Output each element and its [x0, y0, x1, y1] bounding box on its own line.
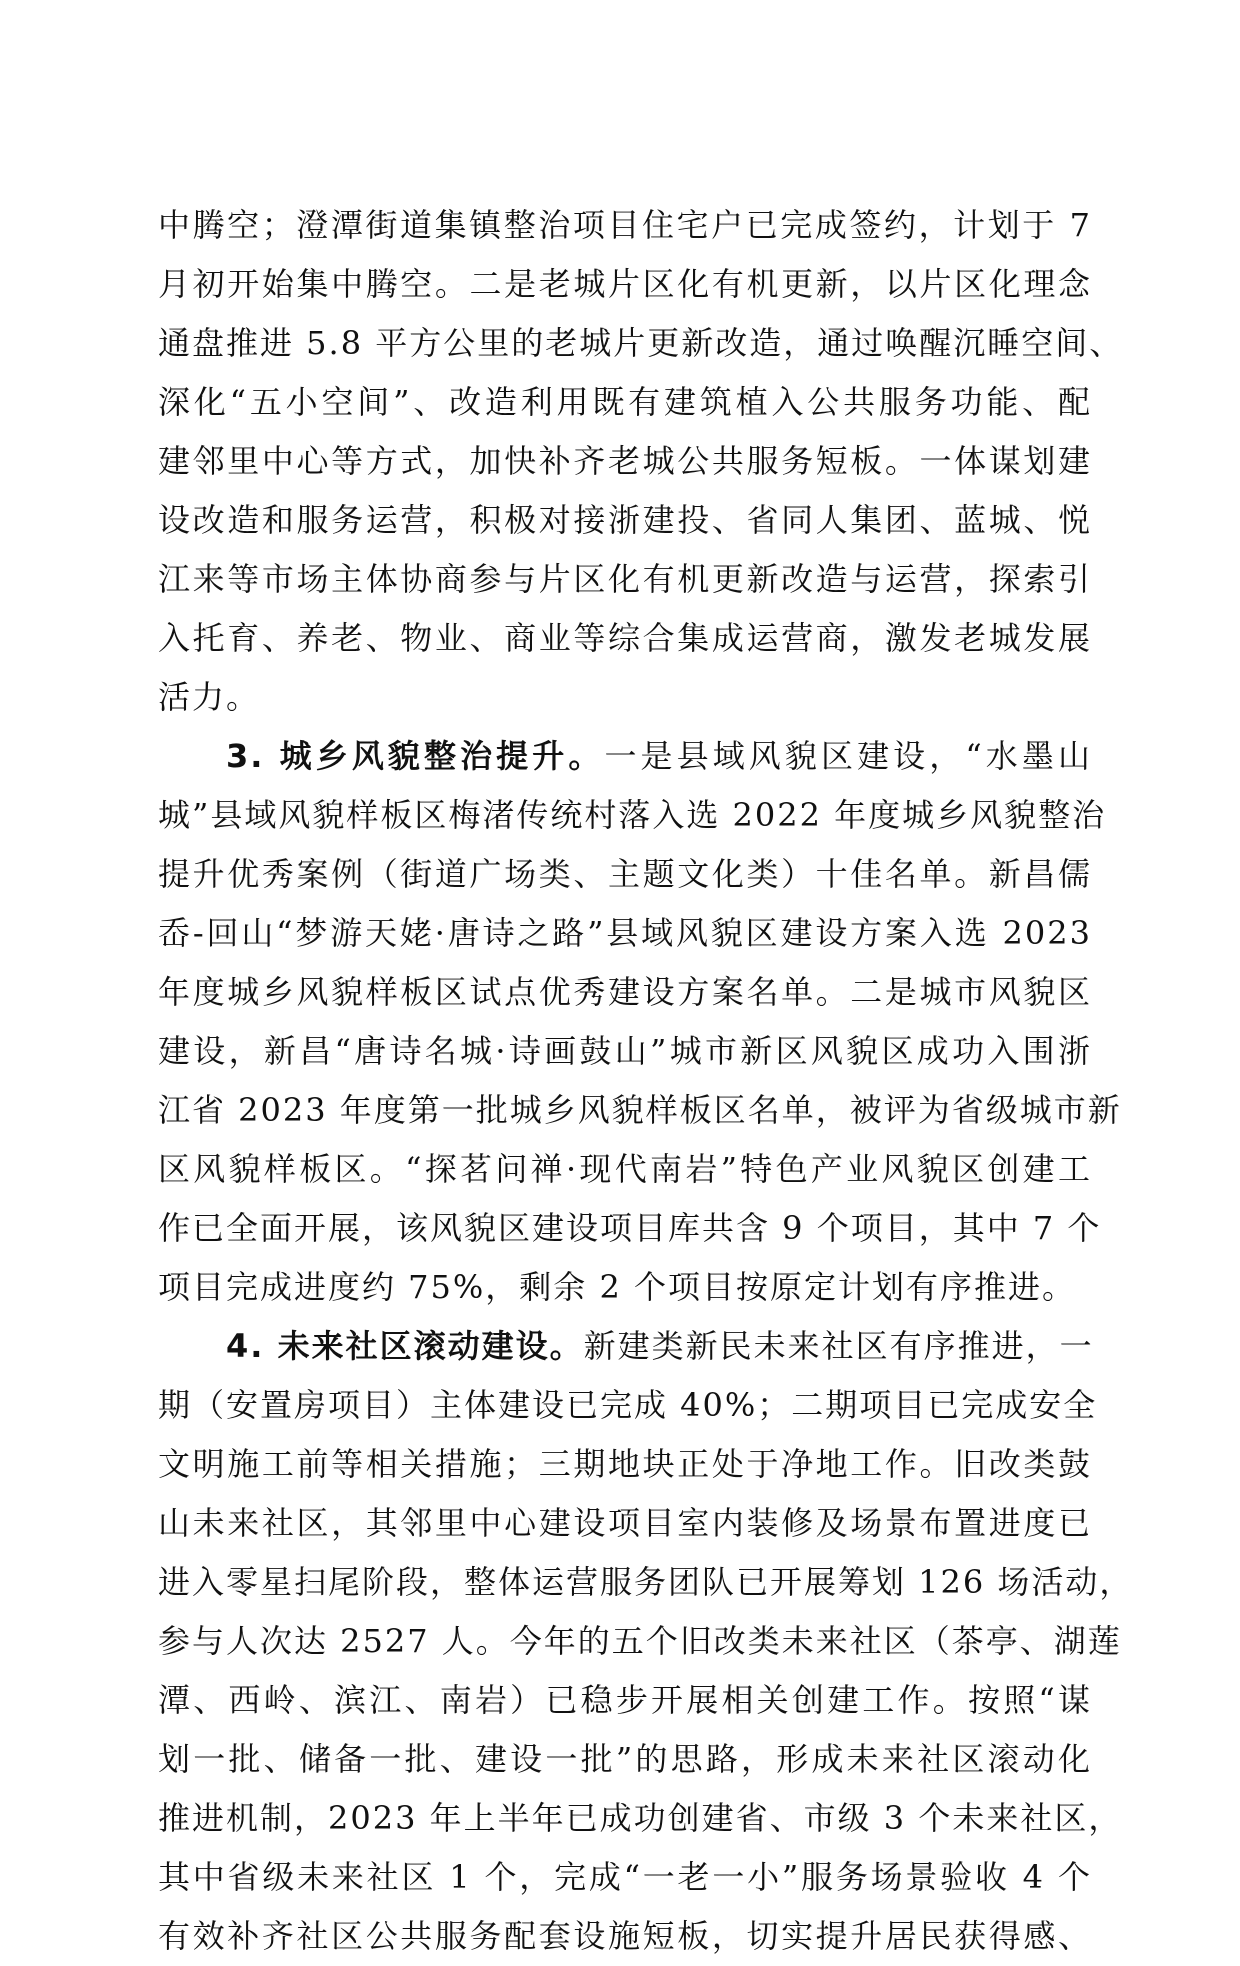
paragraph-line: 建设，新昌“唐诗名城·诗画鼓山”城市新区风貌区成功入围浙 — [158, 1032, 1092, 1070]
paragraph-line: 其中省级未来社区 1 个，完成“一老一小”服务场景验收 4 个 — [158, 1858, 1092, 1896]
paragraph-line: 文明施工前等相关措施；三期地块正处于净地工作。旧改类鼓 — [158, 1445, 1092, 1483]
paragraph-line: 年度城乡风貌样板区试点优秀建设方案名单。二是城市风貌区 — [158, 973, 1092, 1011]
paragraph-line: 参与人次达 2527 人。今年的五个旧改类未来社区（茶亭、湖莲 — [158, 1622, 1122, 1660]
paragraph-text: 一是县域风貌区建设，“水墨山 — [604, 737, 1092, 775]
paragraph-line: 江来等市场主体协商参与片区化有机更新改造与运营，探索引 — [158, 560, 1092, 598]
section-heading: 4. 未来社区滚动建设。 — [226, 1327, 584, 1365]
paragraph-line: 期（安置房项目）主体建设已完成 40%；二期项目已完成安全 — [158, 1386, 1098, 1424]
paragraph-text: 新建类新民未来社区有序推进，一 — [583, 1327, 1094, 1365]
paragraph-line: 江省 2023 年度第一批城乡风貌样板区名单，被评为省级城市新 — [158, 1091, 1122, 1129]
paragraph-line: 设改造和服务运营，积极对接浙建投、省同人集团、蓝城、悦 — [158, 501, 1092, 539]
paragraph-line: 月初开始集中腾空。二是老城片区化有机更新，以片区化理念 — [158, 265, 1092, 303]
paragraph-line: 建邻里中心等方式，加快补齐老城公共服务短板。一体谋划建 — [158, 442, 1092, 480]
section-heading: 3. 城乡风貌整治提升。 — [226, 737, 605, 775]
paragraph-line: 活力。 — [158, 678, 261, 716]
paragraph-line: 作已全面开展，该风貌区建设项目库共含 9 个项目，其中 7 个 — [158, 1209, 1102, 1247]
paragraph-line: 提升优秀案例（街道广场类、主题文化类）十佳名单。新昌儒 — [158, 855, 1092, 893]
paragraph-line: 划一批、储备一批、建设一批”的思路，形成未来社区滚动化 — [158, 1740, 1092, 1778]
paragraph-line: 项目完成进度约 75%，剩余 2 个项目按原定计划有序推进。 — [158, 1268, 1077, 1306]
paragraph-line: 岙-回山“梦游天姥·唐诗之路”县域风貌区建设方案入选 2023 — [158, 914, 1092, 952]
document-body — [158, 196, 1134, 1966]
paragraph-line: 有效补齐社区公共服务配套设施短板，切实提升居民获得感、 — [158, 1917, 1092, 1955]
paragraph-line: 城”县域风貌样板区梅渚传统村落入选 2022 年度城乡风貌整治 — [158, 796, 1107, 834]
paragraph-line: 深化“五小空间”、改造利用既有建筑植入公共服务功能、配 — [158, 383, 1092, 421]
paragraph-line: 潭、西岭、滨江、南岩）已稳步开展相关创建工作。按照“谋 — [158, 1681, 1092, 1719]
paragraph-first-line — [158, 1317, 1092, 1376]
paragraph-line: 通盘推进 5.8 平方公里的老城片更新改造，通过唤醒沉睡空间、 — [158, 324, 1124, 362]
paragraph-line: 山未来社区，其邻里中心建设项目室内装修及场景布置进度已 — [158, 1504, 1092, 1542]
paragraph-line: 中腾空；澄潭街道集镇整治项目住宅户已完成签约，计划于 7 — [158, 206, 1092, 244]
paragraph-line: 推进机制，2023 年上半年已成功创建省、市级 3 个未来社区， — [158, 1799, 1123, 1837]
paragraph-line: 入托育、养老、物业、商业等综合集成运营商，激发老城发展 — [158, 619, 1092, 657]
paragraph-line: 区风貌样板区。“探茗问禅·现代南岩”特色产业风貌区创建工 — [158, 1150, 1092, 1188]
paragraph-first-line — [158, 727, 1092, 786]
paragraph-line: 进入零星扫尾阶段，整体运营服务团队已开展筹划 126 场活动， — [158, 1563, 1134, 1601]
